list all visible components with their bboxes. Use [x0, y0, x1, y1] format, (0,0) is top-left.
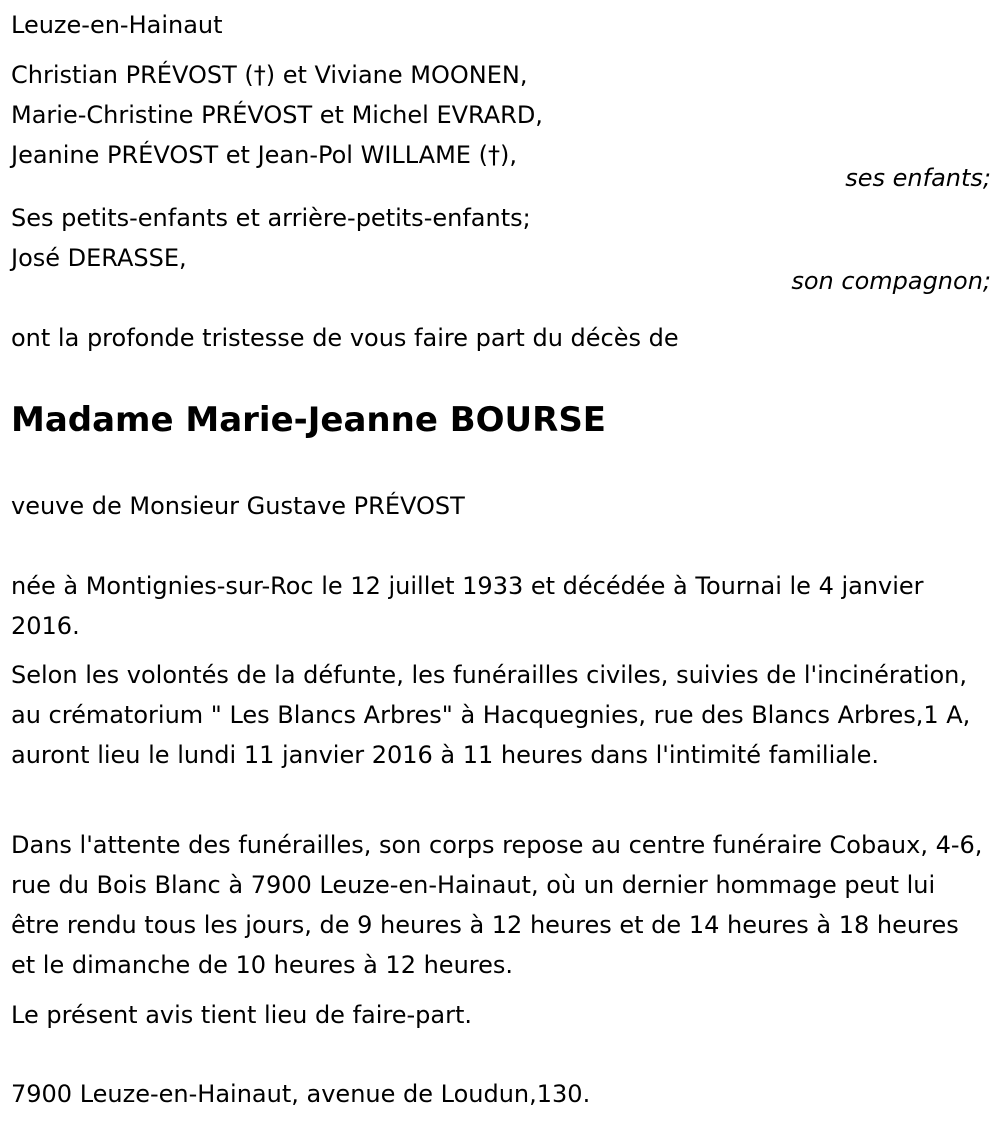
companion-role: son compagnon; [791, 267, 991, 295]
address-line: 7900 Leuze-en-Hainaut, avenue de Loudun,130. [11, 1080, 591, 1108]
widow-of-line: veuve de Monsieur Gustave PRÉVOST [11, 492, 465, 520]
child-line-1: Christian PRÉVOST (†) et Viviane MOONEN, [11, 61, 528, 89]
notice-line: Le présent avis tient lieu de faire-part. [11, 1001, 473, 1029]
announcement-line: ont la profonde tristesse de vous faire part du décès de [11, 324, 679, 352]
birth-death-paragraph: née à Montignies-sur-Roc le 12 juillet 1933 et décédée à Tournai le 4 janvier 2016. [11, 572, 924, 640]
grandchildren-line: Ses petits-enfants et arrière-petits-enfants; [11, 204, 531, 232]
funeral-paragraph: Selon les volontés de la défunte, les funérailles civiles, suivies de l'incinération, au crématorium " Les Blancs Arbres" à Hacquegnies, rue des Blancs Arbres,1 A, auront lieu le lundi 11 janvier 2016 à 11 heures dans l'intimité familiale. [11, 661, 971, 769]
child-line-3: Jeanine PRÉVOST et Jean-Pol WILLAME (†), [11, 141, 517, 169]
companion-line: José DERASSE, [11, 244, 187, 272]
visitation-paragraph: Dans l'attente des funérailles, son corps repose au centre funéraire Cobaux, 4-6, rue du Bois Blanc à 7900 Leuze-en-Hainaut, où un dernier hommage peut lui être rendu tous les jours, de 9 heures à 12 heures et de 14 heures à 18 heures et le dimanche de 10 heures à 12 heures. [11, 831, 983, 979]
deceased-name: Madame Marie-Jeanne BOURSE [11, 400, 607, 440]
child-line-2: Marie-Christine PRÉVOST et Michel EVRARD, [11, 101, 543, 129]
location-header: Leuze-en-Hainaut [11, 11, 223, 39]
children-role: ses enfants; [845, 164, 991, 192]
